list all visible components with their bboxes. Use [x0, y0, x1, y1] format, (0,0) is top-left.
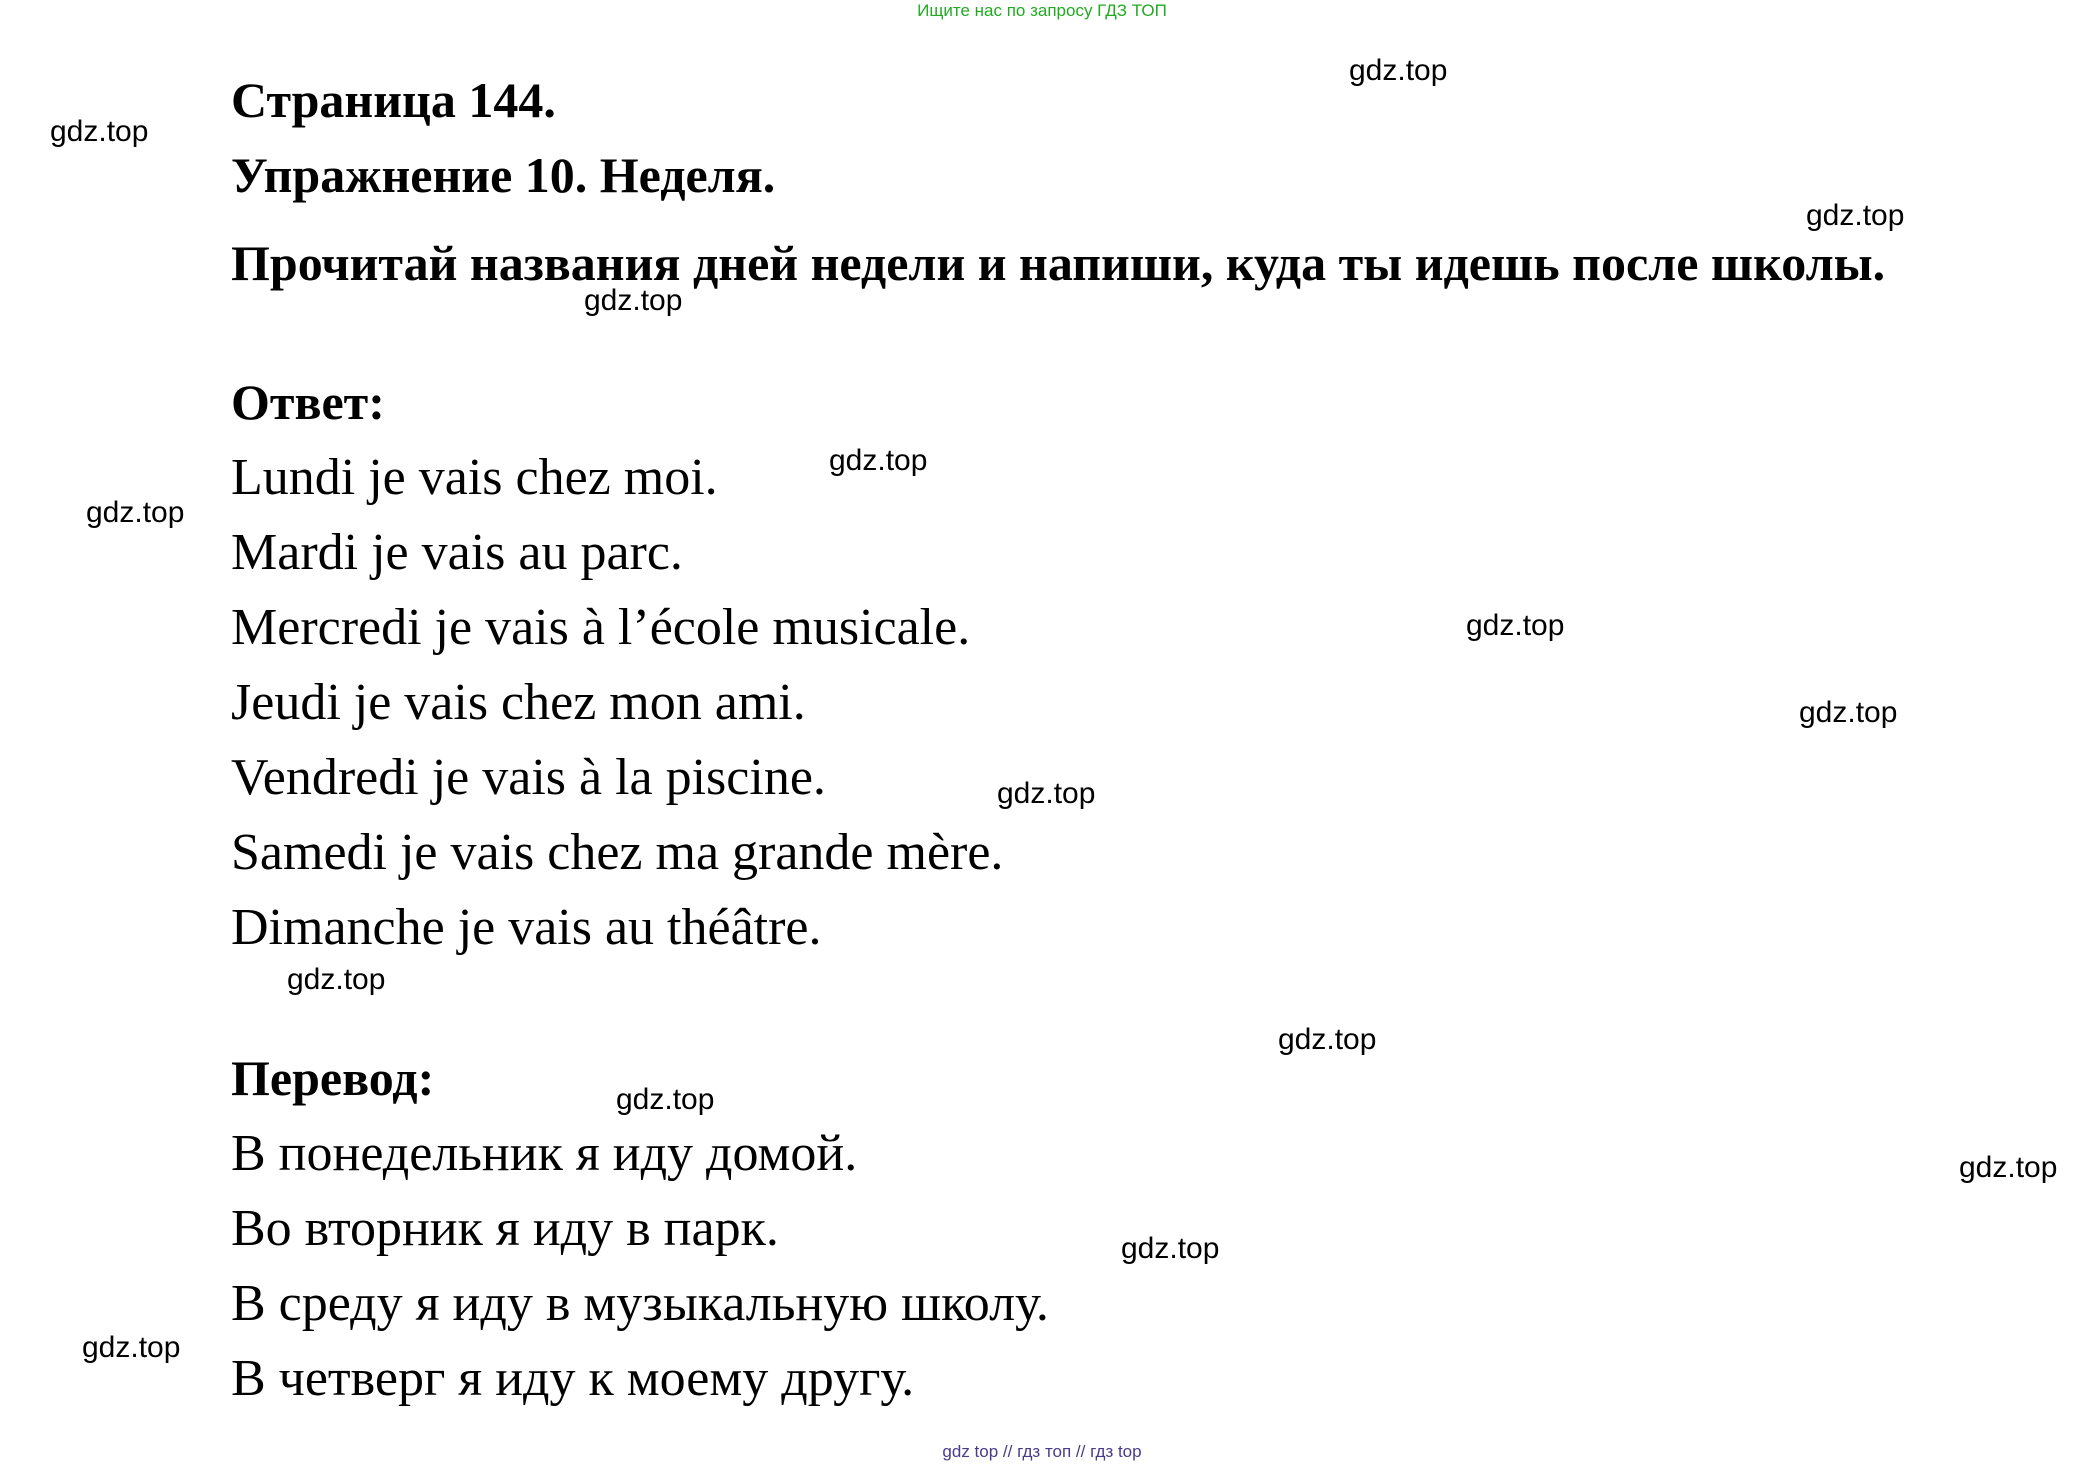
translation-line: В понедельник я иду домой.: [231, 1125, 858, 1182]
top-search-note: Ищите нас по запросу ГДЗ ТОП: [917, 1, 1167, 20]
answer-line: Vendredi je vais à la piscine.: [231, 749, 826, 806]
watermark: gdz.top: [1806, 199, 1905, 232]
watermark: gdz.top: [1278, 1023, 1377, 1056]
footer-watermark: gdz top // гдз топ // гдз top: [942, 1442, 1142, 1461]
watermark: gdz.top: [86, 496, 185, 529]
watermark: gdz.top: [1466, 609, 1565, 642]
watermark: gdz.top: [829, 444, 928, 477]
watermark: gdz.top: [997, 777, 1096, 810]
answer-line: Mercredi je vais à l’école musicale.: [231, 599, 971, 656]
exercise-heading: Упражнение 10. Неделя.: [231, 147, 776, 203]
translation-line: В четверг я иду к моему другу.: [231, 1350, 915, 1407]
task-text: Прочитай названия дней недели и напиши, куда ты идешь после школы.: [231, 235, 1886, 291]
answer-heading: Ответ:: [231, 374, 385, 430]
watermark: gdz.top: [1959, 1151, 2058, 1184]
answer-line: Jeudi je vais chez mon ami.: [231, 674, 806, 731]
watermark: gdz.top: [1349, 54, 1448, 87]
watermark: gdz.top: [287, 963, 386, 996]
page-heading: Страница 144.: [231, 72, 556, 128]
translation-heading: Перевод:: [231, 1050, 435, 1106]
watermark: gdz.top: [616, 1083, 715, 1116]
translation-line: Во вторник я иду в парк.: [231, 1200, 779, 1257]
answer-line: Samedi je vais chez ma grande mère.: [231, 824, 1004, 881]
answer-line: Dimanche je vais au théâtre.: [231, 899, 822, 956]
translation-line: В среду я иду в музыкальную школу.: [231, 1275, 1049, 1332]
watermark: gdz.top: [1121, 1232, 1220, 1265]
watermark: gdz.top: [1799, 696, 1898, 729]
answer-line: Lundi je vais chez moi.: [231, 449, 718, 506]
watermark: gdz.top: [82, 1331, 181, 1364]
watermark: gdz.top: [50, 115, 149, 148]
answer-line: Mardi je vais au parc.: [231, 524, 683, 581]
watermark: gdz.top: [584, 284, 683, 317]
